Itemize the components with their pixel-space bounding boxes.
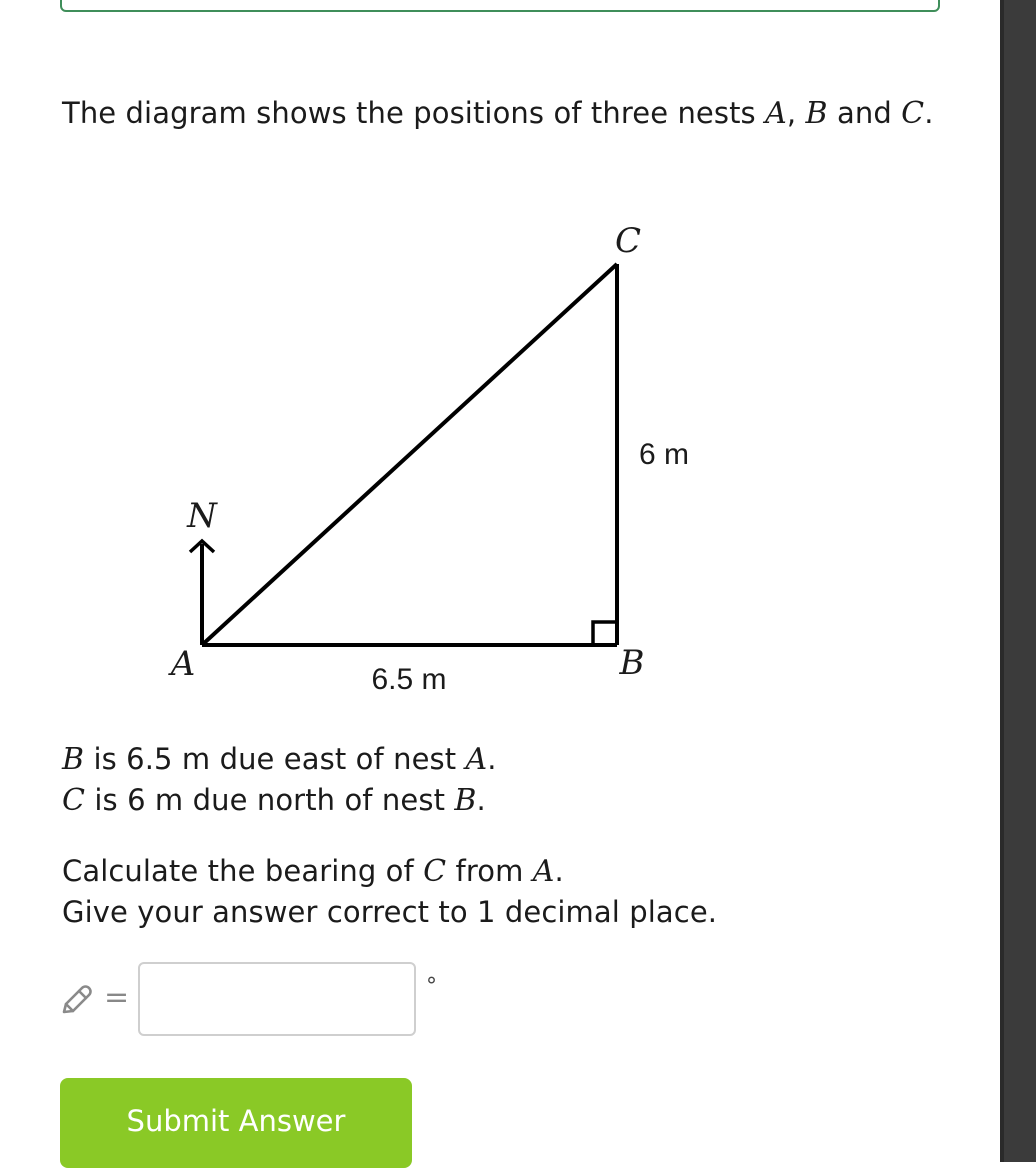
- question-end: .: [554, 854, 564, 888]
- triangle-diagram: [150, 210, 730, 700]
- statement2-var-b: B: [454, 783, 477, 818]
- statement2-var-c: C: [62, 783, 86, 818]
- statement1-var-a: A: [465, 742, 488, 777]
- previous-answer-box: [60, 0, 940, 12]
- submit-answer-button[interactable]: [60, 1078, 412, 1168]
- question-line-1: [62, 851, 962, 892]
- var-a: A: [765, 96, 787, 131]
- question-from: from: [446, 854, 533, 888]
- intro-lead: The diagram shows the positions of three nests: [62, 96, 766, 130]
- var-b: B: [805, 96, 828, 131]
- question-var-c: C: [423, 854, 447, 889]
- statement-line-1: [62, 739, 952, 780]
- question-text: [62, 851, 962, 932]
- label-side-ab: 6.5 m: [371, 663, 447, 696]
- degree-unit: °: [426, 974, 437, 999]
- statement1-var-b: B: [62, 742, 85, 777]
- intro-comma: ,: [786, 96, 806, 130]
- question-var-a: A: [532, 854, 555, 889]
- statement2-text: is 6 m due north of nest: [85, 783, 455, 817]
- label-point-c: C: [614, 221, 642, 261]
- intro-end: .: [924, 96, 934, 130]
- statement1-end: .: [487, 742, 497, 776]
- label-side-bc: 6 m: [638, 438, 690, 471]
- pencil-icon: [58, 982, 94, 1018]
- statement1-text: is 6.5 m due east of nest: [84, 742, 466, 776]
- answer-row: [58, 962, 478, 1038]
- intro-and: and: [827, 96, 902, 130]
- label-north: N: [187, 496, 217, 536]
- label-point-a: A: [170, 644, 196, 684]
- side-ac: [202, 264, 617, 645]
- submit-label: Submit Answer: [126, 1104, 346, 1138]
- question-lead: Calculate the bearing of: [62, 854, 424, 888]
- label-point-b: B: [619, 643, 645, 683]
- scrollbar[interactable]: [1000, 0, 1036, 1162]
- equals-sign: =: [104, 980, 130, 1015]
- right-angle-icon: [593, 622, 617, 645]
- statement2-end: .: [476, 783, 486, 817]
- question-line-2: Give your answer correct to 1 decimal place.: [62, 895, 718, 929]
- intro-text: [62, 93, 952, 134]
- given-statements: [62, 739, 952, 821]
- var-c: C: [901, 96, 925, 131]
- scrollbar-edge: [1000, 0, 1004, 1162]
- statement-line-2: [62, 780, 952, 821]
- answer-input[interactable]: [138, 962, 416, 1036]
